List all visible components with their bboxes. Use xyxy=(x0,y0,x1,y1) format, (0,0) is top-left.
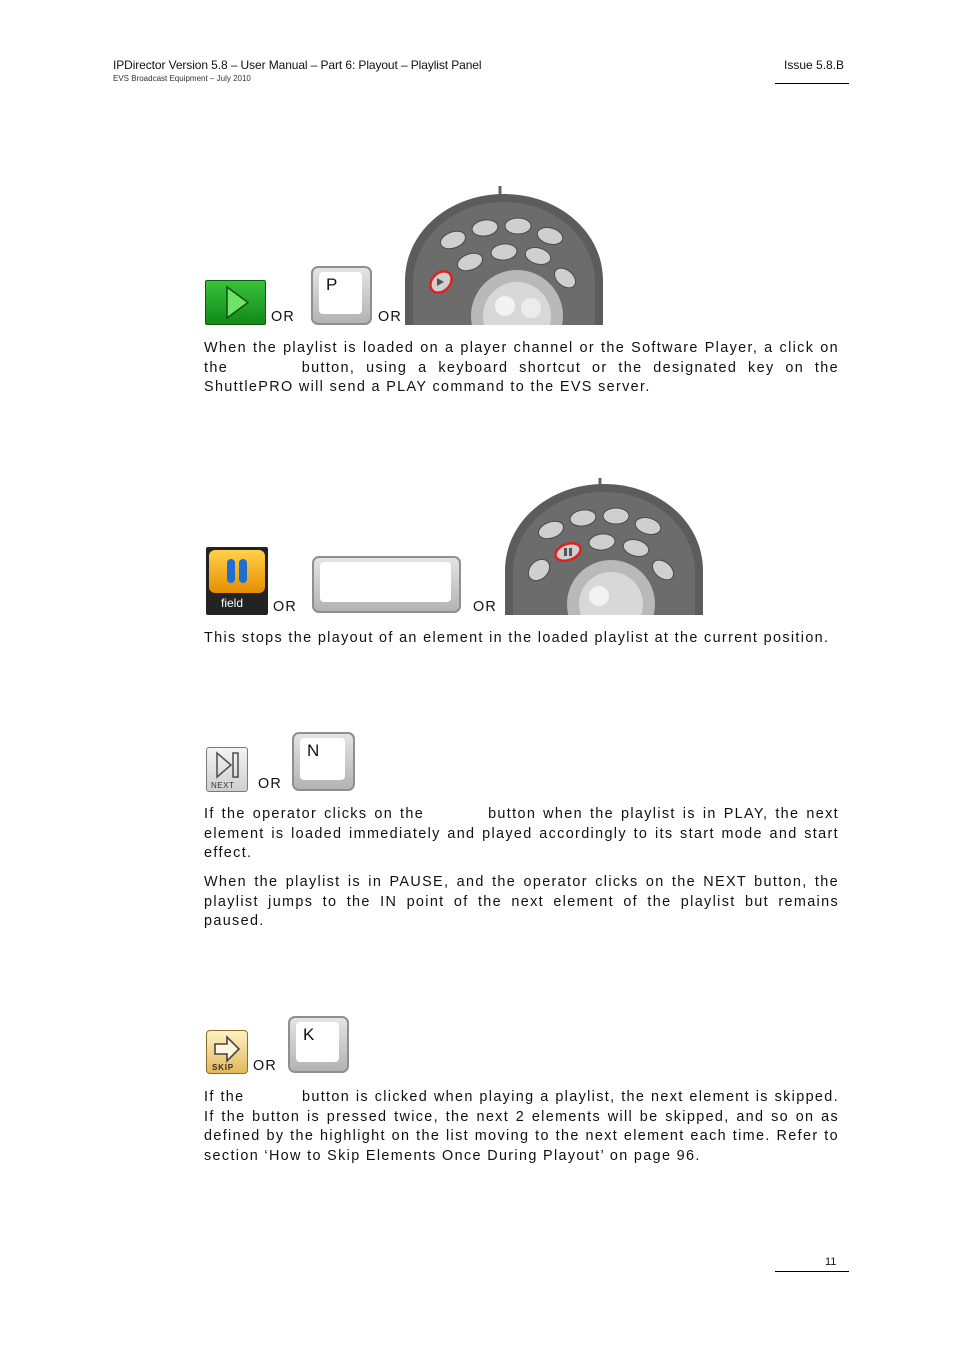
skip-description xyxy=(204,1088,839,1166)
or-label: OR xyxy=(253,1058,277,1074)
play-description xyxy=(204,339,839,398)
key-n-image xyxy=(292,732,355,791)
play-text-a: When the playlist is loaded on a player channel or the Software Player, a click on the xyxy=(204,340,839,376)
key-letter: K xyxy=(303,1025,315,1044)
arrow-right-icon xyxy=(207,1033,247,1065)
header-issue: Issue 5.8.B xyxy=(784,58,845,72)
play-text-b: button, using a keyboard shortcut or the designated key on the ShuttlePRO will send a PLAY command to the EVS server. xyxy=(204,359,839,395)
next-button-label: NEXT xyxy=(211,781,235,790)
page-number: 11 xyxy=(825,1256,837,1268)
pause-button-label: field xyxy=(221,596,244,610)
skip-button-label: SKIP xyxy=(212,1063,234,1072)
key-k-image xyxy=(288,1016,349,1073)
shuttlepro-pause-image xyxy=(505,478,703,615)
or-label: OR xyxy=(271,309,295,325)
skip-text-a: If the xyxy=(204,1089,245,1105)
key-p-image xyxy=(311,266,372,325)
pause-description: This stops the playout of an element in the loaded playlist at the current position. xyxy=(204,630,830,646)
key-letter: N xyxy=(307,741,320,760)
skip-text-b: button is clicked when playing a playlist, the next element is skipped. If the button is pressed twice, the next 2 elements will be skipped, and so on as defined by the highlight on the list moving to the next element each time. Refer to section ‘How to Skip Elements Once During Playout’ on page 96. xyxy=(204,1089,839,1164)
footer-rule xyxy=(775,1271,849,1272)
or-label: OR xyxy=(473,599,497,615)
or-label: OR xyxy=(258,776,282,792)
play-icon xyxy=(205,280,266,325)
next-text-b: button when the playlist is in PLAY, the next element is loaded immediately and played accordingly to its start mode and start effect. xyxy=(204,806,839,861)
header-subtitle: EVS Broadcast Equipment – July 2010 xyxy=(113,74,251,83)
next-description-2: When the playlist is in PAUSE, and the operator clicks on the NEXT button, the playlist jumps to the IN point of the next element of the playlist but remains paused. xyxy=(204,874,839,929)
play-button-image xyxy=(205,280,266,325)
pause-button-image xyxy=(206,547,268,615)
header-rule xyxy=(775,83,849,84)
next-icon xyxy=(207,749,247,783)
next-button-image xyxy=(206,747,248,792)
pause-icon xyxy=(209,550,265,593)
next-description-1 xyxy=(204,805,839,864)
next-text-a: If the operator clicks on the xyxy=(204,806,425,822)
shuttlepro-icon xyxy=(505,478,703,615)
key-letter: P xyxy=(326,275,338,294)
header-title: IPDirector Version 5.8 – User Manual – Part 6: Playout – Playlist Panel xyxy=(113,58,482,72)
shuttlepro-icon xyxy=(405,186,603,325)
or-label: OR xyxy=(273,599,297,615)
skip-button-image xyxy=(206,1030,248,1074)
shuttlepro-play-image xyxy=(405,186,603,325)
key-space-image xyxy=(312,556,461,613)
or-label: OR xyxy=(378,309,402,325)
